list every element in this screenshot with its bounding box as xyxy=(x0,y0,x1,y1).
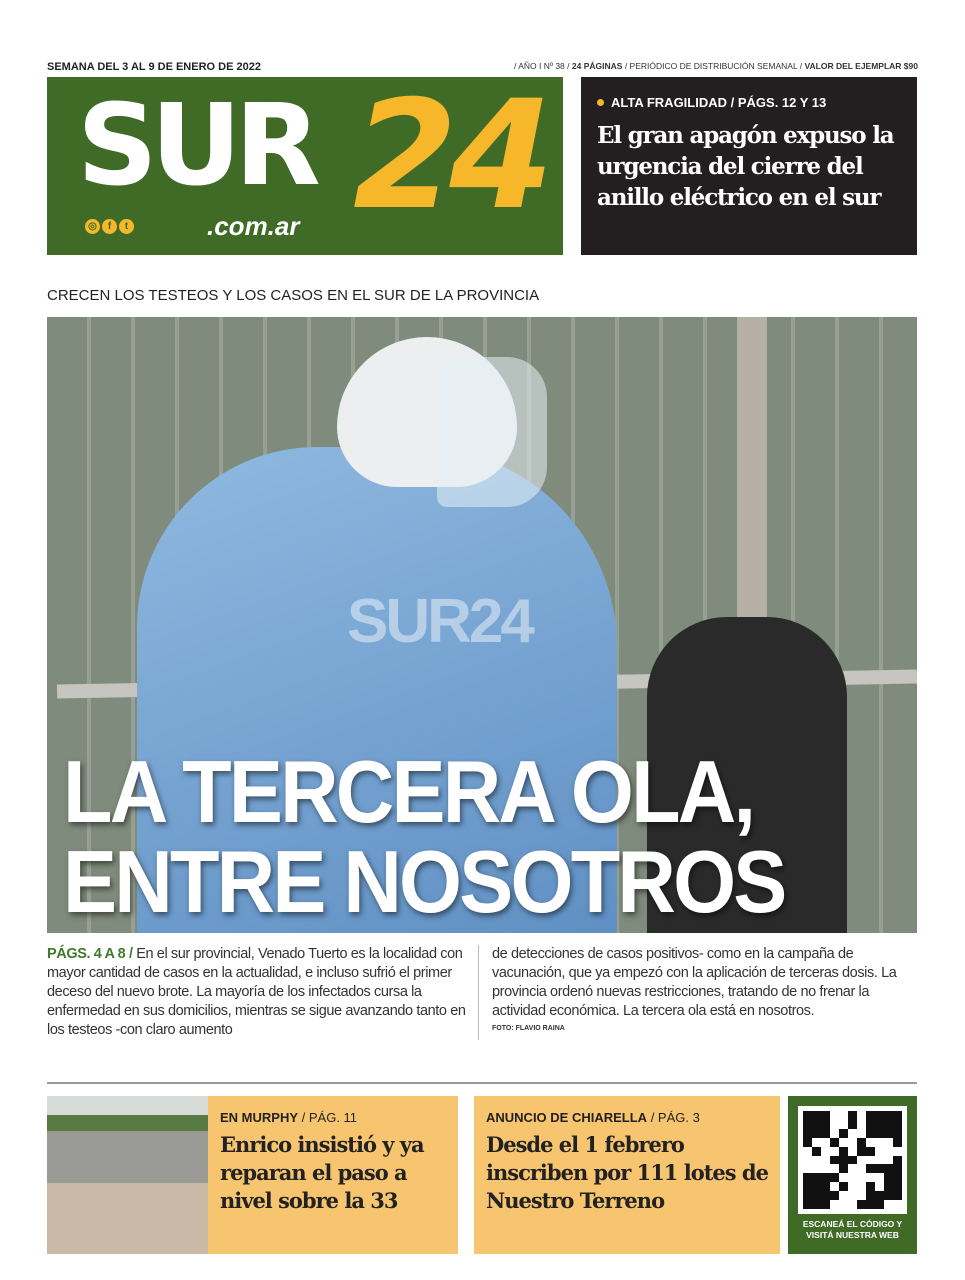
qr-module xyxy=(884,1164,893,1173)
headline-line-2: ENTRE NOSOTROS xyxy=(63,832,785,931)
twitter-icon: t xyxy=(119,219,134,234)
qr-module xyxy=(848,1147,857,1156)
qr-module xyxy=(857,1111,866,1120)
qr-module xyxy=(821,1200,830,1209)
qr-module xyxy=(893,1129,902,1138)
qr-module xyxy=(866,1120,875,1129)
qr-module xyxy=(821,1156,830,1165)
main-photo xyxy=(47,317,917,933)
qr-module xyxy=(866,1147,875,1156)
qr-module xyxy=(875,1191,884,1200)
card-page: / PÁG. 3 xyxy=(650,1110,700,1125)
qr-module xyxy=(812,1129,821,1138)
qr-module xyxy=(866,1173,875,1182)
qr-module xyxy=(812,1147,821,1156)
qr-module xyxy=(857,1147,866,1156)
qr-module xyxy=(812,1138,821,1147)
qr-module xyxy=(875,1156,884,1165)
qr-module xyxy=(830,1200,839,1209)
qr-module xyxy=(884,1129,893,1138)
page-count: 24 PÁGINAS xyxy=(571,61,623,71)
qr-module xyxy=(884,1120,893,1129)
logo-sur: SUR xyxy=(77,81,314,211)
qr-module xyxy=(839,1111,848,1120)
qr-module xyxy=(866,1191,875,1200)
qr-module xyxy=(893,1182,902,1191)
qr-module xyxy=(803,1182,812,1191)
qr-module xyxy=(803,1120,812,1129)
qr-module xyxy=(875,1120,884,1129)
side-kicker: ALTA FRAGILIDAD / PÁGS. 12 Y 13 xyxy=(611,95,827,110)
qr-module xyxy=(803,1138,812,1147)
qr-module xyxy=(848,1164,857,1173)
qr-module xyxy=(884,1173,893,1182)
qr-module xyxy=(884,1156,893,1165)
page-ref: PÁGS. 4 A 8 / xyxy=(47,946,133,962)
photo-credit: FOTO: FLAVIO RAINA xyxy=(492,1025,565,1032)
qr-module xyxy=(893,1191,902,1200)
qr-module xyxy=(857,1191,866,1200)
qr-module xyxy=(848,1200,857,1209)
qr-module xyxy=(839,1182,848,1191)
qr-module xyxy=(803,1111,812,1120)
card-page: / PÁG. 11 xyxy=(301,1110,358,1125)
qr-module xyxy=(848,1191,857,1200)
qr-module xyxy=(866,1156,875,1165)
qr-module xyxy=(839,1191,848,1200)
qr-module xyxy=(821,1111,830,1120)
main-headline xyxy=(63,742,785,931)
qr-module xyxy=(857,1138,866,1147)
qr-module xyxy=(812,1164,821,1173)
qr-module xyxy=(875,1129,884,1138)
qr-module xyxy=(893,1200,902,1209)
qr-module xyxy=(803,1129,812,1138)
qr-module xyxy=(839,1147,848,1156)
qr-module xyxy=(875,1164,884,1173)
qr-module xyxy=(866,1111,875,1120)
qr-module xyxy=(803,1191,812,1200)
qr-module xyxy=(830,1156,839,1165)
qr-module xyxy=(830,1138,839,1147)
watermark: SUR24 xyxy=(347,587,532,656)
qr-module xyxy=(830,1182,839,1191)
card-kicker: EN MURPHY xyxy=(220,1110,299,1125)
qr-code[interactable] xyxy=(798,1106,907,1214)
qr-module xyxy=(893,1111,902,1120)
qr-module xyxy=(839,1120,848,1129)
qr-module xyxy=(812,1191,821,1200)
qr-module xyxy=(839,1173,848,1182)
qr-module xyxy=(875,1138,884,1147)
qr-module xyxy=(884,1191,893,1200)
qr-module xyxy=(893,1164,902,1173)
qr-module xyxy=(812,1200,821,1209)
qr-module xyxy=(821,1147,830,1156)
qr-module xyxy=(821,1164,830,1173)
qr-module xyxy=(830,1120,839,1129)
qr-module xyxy=(866,1200,875,1209)
main-kicker: CRECEN LOS TESTEOS Y LOS CASOS EN EL SUR DE LA PROVINCIA xyxy=(47,287,540,304)
qr-module xyxy=(839,1129,848,1138)
qr-module xyxy=(866,1129,875,1138)
qr-module xyxy=(830,1173,839,1182)
logo-24: 24 xyxy=(353,77,546,243)
qr-module xyxy=(812,1173,821,1182)
qr-module xyxy=(884,1147,893,1156)
logo xyxy=(47,77,563,255)
qr-module xyxy=(848,1182,857,1191)
qr-module xyxy=(848,1120,857,1129)
body-col-2: de detecciones de casos positivos- como en la campaña de vacunación, que ya empezó con la aplicación de terceras dosis. La provincia ordenó nuevas restricciones, tratando de no frenar la actividad económica. La tercera ola está en nosotros. xyxy=(492,946,897,1019)
qr-module xyxy=(857,1129,866,1138)
instagram-icon: ◎ xyxy=(85,219,100,234)
bullet-icon xyxy=(597,99,604,106)
price: VALOR DEL EJEMPLAR $90 xyxy=(804,61,918,71)
qr-module xyxy=(866,1182,875,1191)
divider xyxy=(47,1082,917,1084)
qr-module xyxy=(893,1147,902,1156)
qr-module xyxy=(875,1200,884,1209)
qr-module xyxy=(884,1111,893,1120)
qr-module xyxy=(848,1156,857,1165)
qr-module xyxy=(821,1191,830,1200)
qr-module xyxy=(866,1138,875,1147)
qr-module xyxy=(821,1129,830,1138)
qr-module xyxy=(893,1120,902,1129)
qr-module xyxy=(812,1111,821,1120)
issue-number: / AÑO I Nº 38 / xyxy=(513,61,570,71)
qr-caption: ESCANEÁ EL CÓDIGO Y VISITÁ NUESTRA WEB xyxy=(802,1219,903,1240)
side-headline: El gran apagón expuso la urgencia del cierre del anillo eléctrico en el sur xyxy=(597,122,894,211)
body-col-1: En el sur provincial, Venado Tuerto es la localidad con mayor cantidad de casos en la actualidad, e incluso sufrió el primer deceso del nuevo brote. La mayoría de los infectados cursa la enfermedad en sus domicilios, mientras se sigue avanzando tanto en los testeos -con claro aumento xyxy=(47,946,466,1038)
qr-module xyxy=(893,1173,902,1182)
qr-module xyxy=(821,1173,830,1182)
qr-module xyxy=(830,1164,839,1173)
qr-module xyxy=(884,1200,893,1209)
issue-date: SEMANA DEL 3 AL 9 DE ENERO DE 2022 xyxy=(47,61,261,73)
side-story[interactable] xyxy=(581,77,917,255)
qr-module xyxy=(866,1164,875,1173)
qr-module xyxy=(848,1173,857,1182)
qr-module xyxy=(857,1173,866,1182)
qr-module xyxy=(848,1138,857,1147)
qr-module xyxy=(830,1111,839,1120)
qr-module xyxy=(803,1156,812,1165)
qr-module xyxy=(821,1138,830,1147)
facebook-icon: f xyxy=(102,219,117,234)
qr-module xyxy=(839,1156,848,1165)
issue-meta xyxy=(514,61,918,71)
card-kicker: ANUNCIO DE CHIARELLA xyxy=(486,1110,648,1125)
qr-module xyxy=(812,1182,821,1191)
qr-module xyxy=(812,1156,821,1165)
headline-line-1: LA TERCERA OLA, xyxy=(63,742,754,841)
qr-module xyxy=(839,1200,848,1209)
qr-module xyxy=(857,1120,866,1129)
qr-module xyxy=(839,1164,848,1173)
story-card-murphy[interactable] xyxy=(208,1096,458,1254)
qr-module xyxy=(875,1147,884,1156)
qr-module xyxy=(821,1120,830,1129)
main-body xyxy=(47,945,917,1040)
qr-module xyxy=(857,1164,866,1173)
story-card-chiarella[interactable] xyxy=(474,1096,780,1254)
qr-module xyxy=(839,1138,848,1147)
qr-module xyxy=(893,1138,902,1147)
qr-module xyxy=(848,1129,857,1138)
qr-module xyxy=(803,1164,812,1173)
card-headline: Desde el 1 febrero inscriben por 111 lotes de Nuestro Terreno xyxy=(486,1132,768,1213)
qr-module xyxy=(857,1200,866,1209)
qr-module xyxy=(893,1156,902,1165)
murphy-photo xyxy=(47,1096,208,1254)
qr-module xyxy=(803,1200,812,1209)
qr-module xyxy=(803,1147,812,1156)
qr-module xyxy=(830,1147,839,1156)
qr-module xyxy=(830,1191,839,1200)
qr-module xyxy=(884,1138,893,1147)
qr-module xyxy=(812,1120,821,1129)
qr-module xyxy=(857,1156,866,1165)
qr-module xyxy=(875,1173,884,1182)
face-shield xyxy=(437,357,547,507)
qr-module xyxy=(830,1129,839,1138)
card-headline: Enrico insistió y ya reparan el paso a nivel sobre la 33 xyxy=(220,1132,424,1213)
qr-module xyxy=(803,1173,812,1182)
qr-box[interactable] xyxy=(788,1096,917,1254)
qr-module xyxy=(821,1182,830,1191)
qr-module xyxy=(848,1111,857,1120)
qr-module xyxy=(875,1182,884,1191)
qr-module xyxy=(875,1111,884,1120)
qr-module xyxy=(884,1182,893,1191)
qr-module xyxy=(857,1182,866,1191)
distribution: / PERIÓDICO DE DISTRIBUCIÓN SEMANAL / xyxy=(624,61,803,71)
logo-domain: .com.ar xyxy=(207,211,300,241)
